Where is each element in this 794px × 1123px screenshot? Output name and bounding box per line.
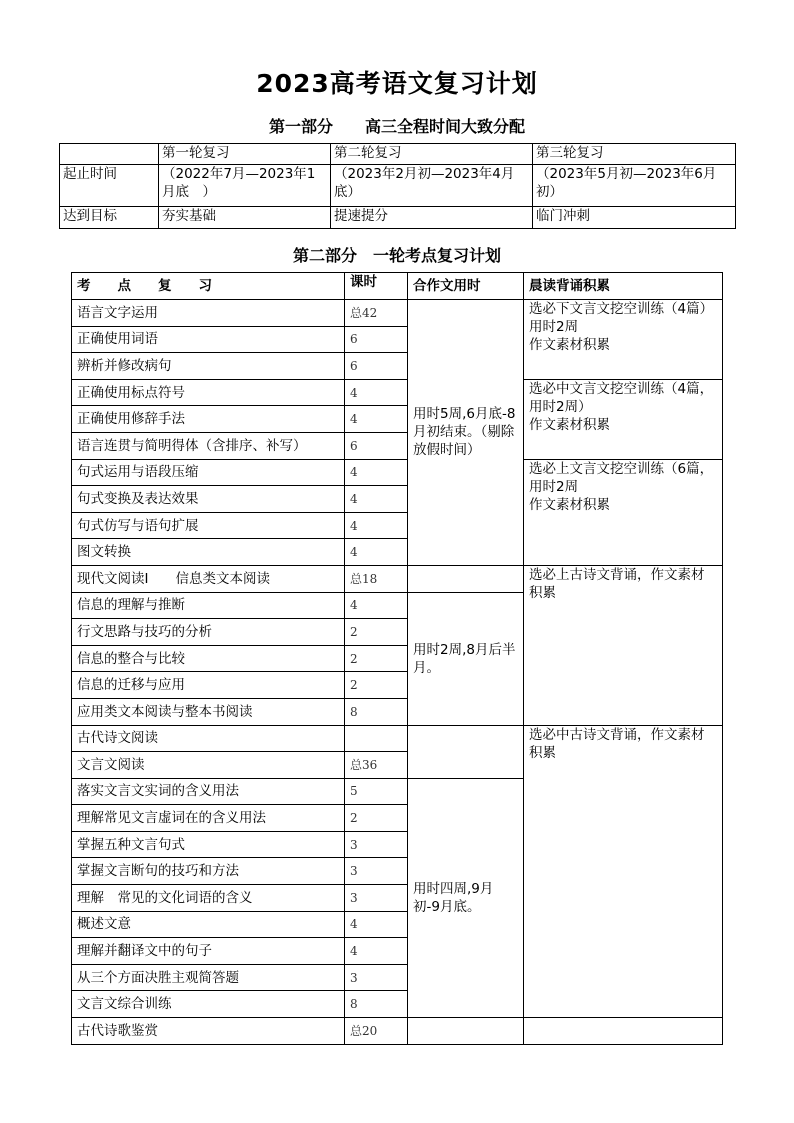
reading-cell: 选必中古诗文背诵，作文素材积累 xyxy=(524,725,723,1018)
topic-cell: 应用类文本阅读与整本书阅读 xyxy=(72,698,345,725)
schedule-cell: （2022年7月—2023年1月底 ） xyxy=(159,165,331,207)
topic-cell: 行文思路与技巧的分析 xyxy=(72,619,345,646)
hours-cell: 总36 xyxy=(345,752,408,779)
hours-cell: 4 xyxy=(345,459,408,486)
plan-header-row xyxy=(72,273,723,300)
topic-cell: 辨析并修改病句 xyxy=(72,353,345,380)
hours-cell: 5 xyxy=(345,778,408,805)
reading-cell: 选必下文言文挖空训练（4篇） 用时2周 作文素材积累 xyxy=(524,300,723,380)
hours-cell: 4 xyxy=(345,486,408,513)
hours-cell: 总18 xyxy=(345,565,408,592)
topic-cell: 落实文言文实词的含义用法 xyxy=(72,778,345,805)
hours-cell: 3 xyxy=(345,964,408,991)
topic-cell: 文言文综合训练 xyxy=(72,991,345,1018)
schedule-cell: 提速提分 xyxy=(331,207,533,229)
topic-cell: 古代诗歌鉴赏 xyxy=(72,1018,345,1045)
hours-header: 课时 xyxy=(345,273,408,300)
topic-cell: 语言连贯与简明得体（含排序、补写） xyxy=(72,432,345,459)
topic-cell: 图文转换 xyxy=(72,539,345,566)
topic-cell: 语言文字运用 xyxy=(72,300,345,327)
reading-cell: 选必中文言文挖空训练（4篇，用时2周） 作文素材积累 xyxy=(524,379,723,459)
hours-cell xyxy=(345,725,408,752)
schedule-header-cell: 第三轮复习 xyxy=(533,144,736,165)
topic-cell: 句式变换及表达效果 xyxy=(72,486,345,513)
hours-cell: 4 xyxy=(345,512,408,539)
part2-heading: 第二部分 一轮考点复习计划 xyxy=(292,246,501,265)
hours-cell: 2 xyxy=(345,805,408,832)
reading-cell-empty xyxy=(524,1018,723,1045)
writing-time-cell-empty xyxy=(408,565,524,592)
hours-cell: 8 xyxy=(345,991,408,1018)
topic-cell: 句式仿写与语句扩展 xyxy=(72,512,345,539)
schedule-cell: 临门冲刺 xyxy=(533,207,736,229)
topic-cell: 理解并翻译文中的句子 xyxy=(72,938,345,965)
table-row xyxy=(72,379,723,406)
topic-cell: 现代文阅读Ⅰ 信息类文本阅读 xyxy=(72,565,345,592)
hours-cell: 6 xyxy=(345,432,408,459)
schedule-cell: （2023年2月初—2023年4月底） xyxy=(331,165,533,207)
writing-time-cell: 用时5周,6月底-8月初结束。（剔除放假时间） xyxy=(408,300,524,566)
table-row xyxy=(72,1018,723,1045)
topic-cell: 掌握文言断句的技巧和方法 xyxy=(72,858,345,885)
hours-cell: 4 xyxy=(345,592,408,619)
topic-cell: 文言文阅读 xyxy=(72,752,345,779)
table-row xyxy=(72,725,723,752)
topic-cell: 句式运用与语段压缩 xyxy=(72,459,345,486)
schedule-row xyxy=(60,207,736,229)
topic-cell: 正确使用标点符号 xyxy=(72,379,345,406)
schedule-header-row xyxy=(60,144,736,165)
hours-cell: 3 xyxy=(345,858,408,885)
topic-cell: 正确使用修辞手法 xyxy=(72,406,345,433)
reading-cell: 选必上古诗文背诵，作文素材积累 xyxy=(524,565,723,725)
schedule-header-cell xyxy=(60,144,159,165)
topic-header: 考 点 复 习 xyxy=(72,273,345,300)
table-row xyxy=(72,565,723,592)
hours-cell: 4 xyxy=(345,379,408,406)
topic-cell: 正确使用词语 xyxy=(72,326,345,353)
table-row xyxy=(72,300,723,327)
writing-time-cell-empty xyxy=(408,725,524,778)
writing-time-cell-empty xyxy=(408,1018,524,1045)
hours-cell: 6 xyxy=(345,353,408,380)
schedule-cell: 夯实基础 xyxy=(159,207,331,229)
hours-cell: 6 xyxy=(345,326,408,353)
table-row xyxy=(72,459,723,486)
topic-cell: 理解常见文言虚词在的含义用法 xyxy=(72,805,345,832)
writing-header: 合作文用时 xyxy=(408,273,524,300)
writing-time-cell: 用时2周,8月后半月。 xyxy=(408,592,524,725)
topic-cell: 从三个方面决胜主观简答题 xyxy=(72,964,345,991)
schedule-header-cell: 第一轮复习 xyxy=(159,144,331,165)
schedule-header-cell: 第二轮复习 xyxy=(331,144,533,165)
hours-cell: 4 xyxy=(345,406,408,433)
topic-cell: 古代诗文阅读 xyxy=(72,725,345,752)
hours-cell: 3 xyxy=(345,885,408,912)
hours-cell: 2 xyxy=(345,619,408,646)
schedule-row xyxy=(60,165,736,207)
schedule-cell: 达到目标 xyxy=(60,207,159,229)
schedule-cell: 起止时间 xyxy=(60,165,159,207)
topic-cell: 信息的理解与推断 xyxy=(72,592,345,619)
schedule-table xyxy=(59,143,736,229)
topic-cell: 掌握五种文言句式 xyxy=(72,831,345,858)
review-plan-table xyxy=(71,272,723,1045)
topic-cell: 概述文意 xyxy=(72,911,345,938)
hours-cell: 2 xyxy=(345,672,408,699)
hours-cell: 4 xyxy=(345,938,408,965)
schedule-cell: （2023年5月初—2023年6月初） xyxy=(533,165,736,207)
topic-cell: 信息的整合与比较 xyxy=(72,645,345,672)
topic-cell: 信息的迁移与应用 xyxy=(72,672,345,699)
hours-cell: 4 xyxy=(345,539,408,566)
hours-cell: 4 xyxy=(345,911,408,938)
hours-cell: 3 xyxy=(345,831,408,858)
topic-cell: 理解 常见的文化词语的含义 xyxy=(72,885,345,912)
hours-cell: 总20 xyxy=(345,1018,408,1045)
hours-cell: 8 xyxy=(345,698,408,725)
part1-heading: 第一部分 高三全程时间大致分配 xyxy=(268,117,525,136)
reading-cell: 选必上文言文挖空训练（6篇，用时2周 作文素材积累 xyxy=(524,459,723,565)
reading-header: 晨读背诵积累 xyxy=(524,273,723,300)
hours-cell: 总42 xyxy=(345,300,408,327)
writing-time-cell: 用时四周,9月初-9月底。 xyxy=(408,778,524,1017)
document-title: 2023高考语文复习计划 xyxy=(256,69,538,98)
hours-cell: 2 xyxy=(345,645,408,672)
